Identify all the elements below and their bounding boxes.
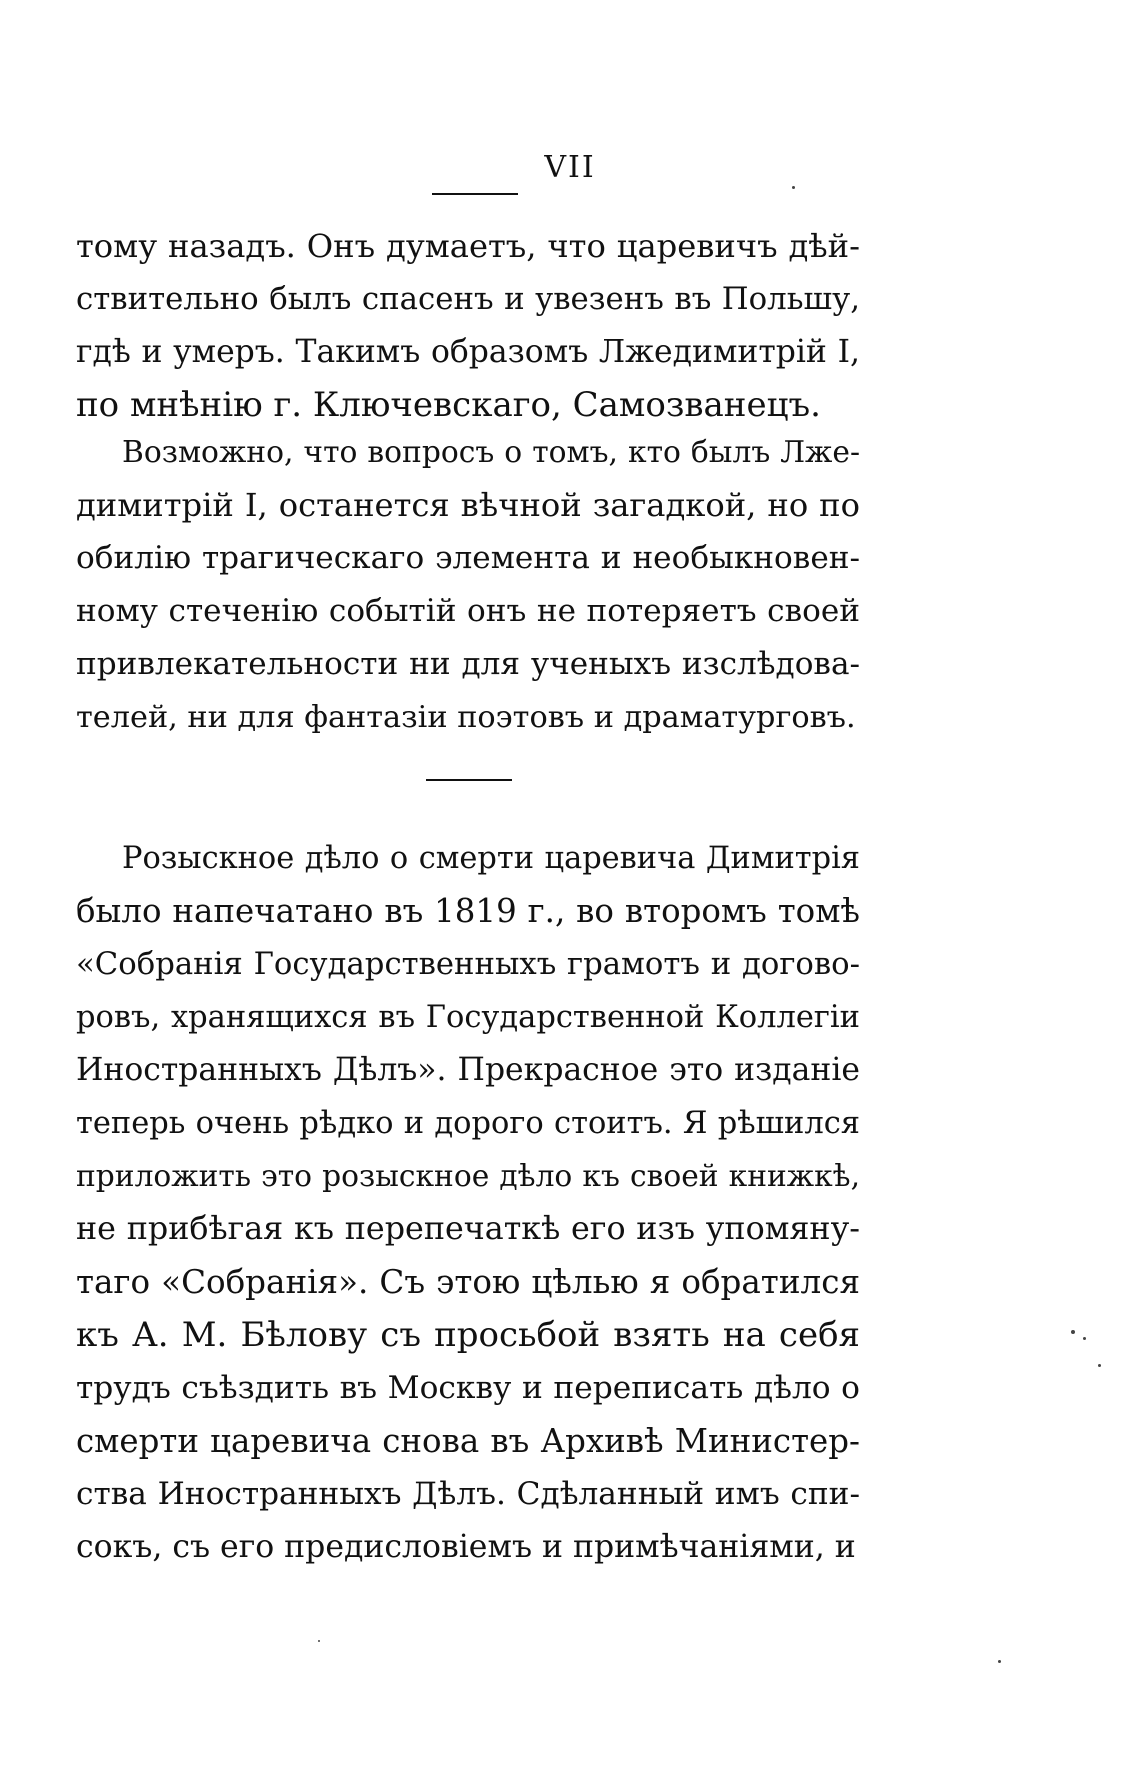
text-line: по мнѣнію г. Ключевскаго, Самозванецъ. xyxy=(76,385,821,425)
scan-speck xyxy=(1071,1330,1075,1334)
text-line: «Собранія Государственныхъ грамотъ и догово- xyxy=(76,947,860,982)
scan-speck xyxy=(998,1660,1001,1663)
text-line: не прибѣгая къ перепечаткѣ его изъ упомяну- xyxy=(76,1211,860,1247)
scan-speck xyxy=(1098,1364,1101,1367)
text-line: гдѣ и умеръ. Такимъ образомъ Лжедимитрій I, xyxy=(76,334,860,370)
text-line: трудъ съѣздить въ Москву и переписать дѣло о xyxy=(76,1370,860,1406)
section-divider xyxy=(426,779,512,781)
text-line: обилію трагическаго элемента и необыкновен- xyxy=(76,540,860,576)
text-line: было напечатано въ 1819 г., во второмъ томѣ xyxy=(76,892,860,930)
text-line: таго «Собранія». Съ этою цѣлью я обратился xyxy=(76,1263,860,1301)
text-line: смерти царевича снова въ Архивѣ Министер- xyxy=(76,1422,860,1460)
scan-speck xyxy=(318,1640,320,1642)
text-line: Иностранныхъ Дѣлъ». Прекрасное это изданіе xyxy=(76,1052,860,1088)
paragraph-mystery xyxy=(76,426,860,744)
page-number-underline xyxy=(432,193,518,195)
text-line: сокъ, съ его предисловіемъ и примѣчаніями, и xyxy=(76,1529,856,1565)
text-line: ному стеченію событій онъ не потеряетъ своей xyxy=(76,593,860,629)
text-line: привлекательности ни для ученыхъ изслѣдова- xyxy=(76,646,860,682)
text-line: ства Иностранныхъ Дѣлъ. Сдѣланный имъ спи- xyxy=(76,1476,860,1512)
text-line: ровъ, хранящихся въ Государственной Коллегіи xyxy=(76,1000,860,1035)
text-line: телей, ни для фантазіи поэтовъ и драматурговъ. xyxy=(76,700,856,735)
text-line: Возможно, что вопросъ о томъ, кто былъ Лже- xyxy=(122,435,860,470)
text-line: приложить это розыскное дѣло къ своей книжкѣ, xyxy=(76,1159,860,1194)
text-line: димитрій I, останется вѣчной загадкой, но по xyxy=(76,486,860,524)
text-line: тому назадъ. Онъ думаетъ, что царевичъ дѣй- xyxy=(76,227,860,265)
scan-speck xyxy=(1083,1337,1086,1340)
page-number: VII xyxy=(544,150,596,185)
paragraph-continuation xyxy=(76,220,860,432)
text-line: ствительно былъ спасенъ и увезенъ въ Польшу, xyxy=(76,281,860,317)
text-line: Розыскное дѣло о смерти царевича Димитрія xyxy=(122,841,860,876)
scan-speck xyxy=(792,186,795,189)
text-line: теперь очень рѣдко и дорого стоитъ. Я рѣшился xyxy=(76,1106,860,1141)
paragraph-investigation xyxy=(76,832,860,1574)
text-line: къ А. М. Бѣлову съ просьбой взять на себя xyxy=(76,1315,860,1355)
